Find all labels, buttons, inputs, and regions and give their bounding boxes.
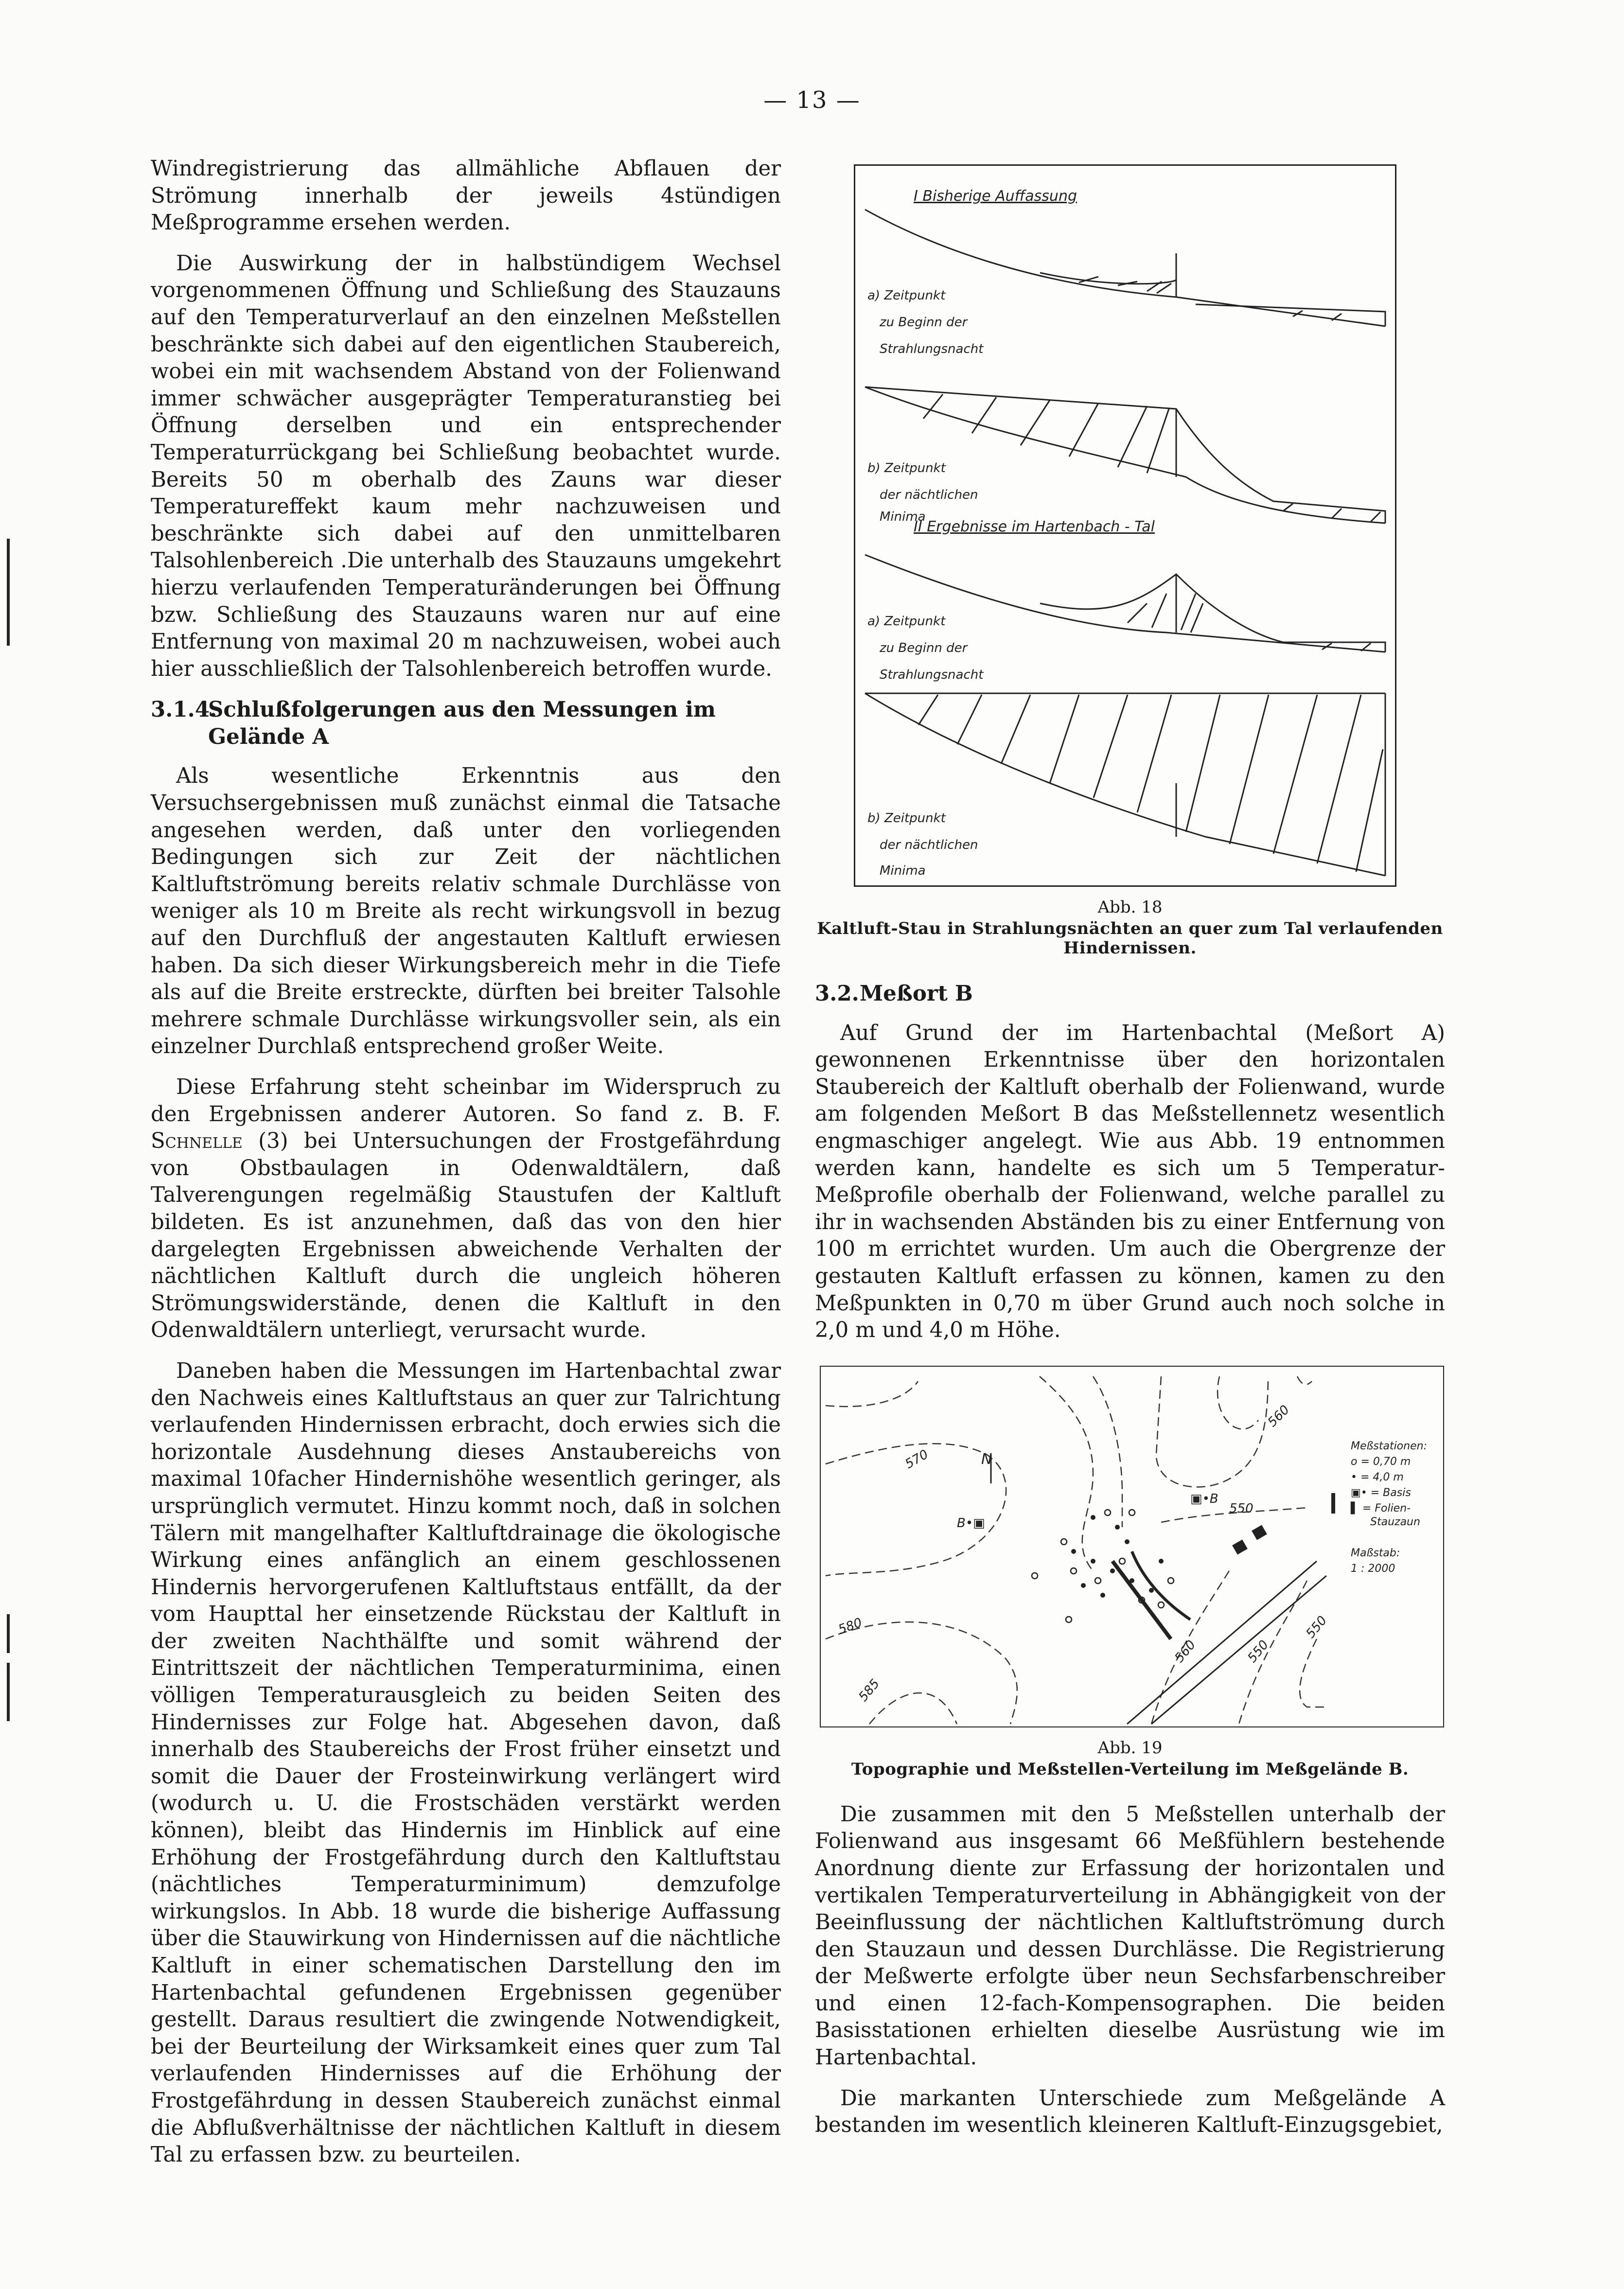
contour-label: 560 xyxy=(1172,1637,1199,1666)
contour-line xyxy=(826,1622,1017,1724)
figure-label: b) Zeitpunkt xyxy=(867,461,946,475)
margin-mark xyxy=(7,539,10,646)
figure-label: Minima xyxy=(880,863,926,878)
north-arrow: N xyxy=(981,1450,992,1468)
contour-label: 570 xyxy=(902,1446,931,1472)
legend-item: • = 4,0 m xyxy=(1351,1471,1404,1483)
text-run: Diese Erfahrung steht scheinbar im Widerspruch zu den Ergebnissen anderer Autoren. So fand z. B. F. xyxy=(151,1075,781,1127)
contour-label: 585 xyxy=(856,1676,883,1705)
paragraph: Auf Grund der im Hartenbachtal (Meßort A) gewonnenen Erkenntnisse über den horizontalen Staubereich der Kaltluft oberhalb der Folienwand, wurde am folgenden Meßort B das Meßstellennetz wesentlich engmaschiger angelegt. Wie aus Abb. 19 entnommen werden kann, handelte es sich um 5 Temperatur-Meßprofile oberhalb der Folienwand, welche parallel zu ihr in wachsenden Abständen bis zu einer Entfernung von 100 m errichtet wurden. Um auch die Obergrenze der gestauten Kaltluft erfassen zu können, kamen zu den Meßpunkten in 0,70 m über Grund auch noch solche in 2,0 m und 4,0 m Höhe. xyxy=(815,1021,1445,1343)
paragraph: Die Auswirkung der in halbstündigem Wechsel vorgenommenen Öffnung und Schließung des Stauzauns auf den Temperaturverlauf an den einzelnen Meßstellen beschränkte sich dabei auf den eigentlichen Staubereich, wobei ein mit wachsendem Abstand von der Folienwand immer schwächer ausgeprägter Temperaturanstieg bei Öffnung derselben und ein entsprechender Temperaturrückgang bei Schließung beobachtet wurde. Bereits 50 m oberhalb des Zauns war dieser Temperatureffekt kaum mehr nachzuweisen und beschränkte sich dabei auf den unmittelbaren Talsohlenbereich .Die unterhalb des Stauzauns umgekehrt hierzu verlaufenden Temperaturänderungen bei Öffnung bzw. Schließung des Stauzauns waren nur auf eine Entfernung von maximal 20 m nachzuweisen, wobei auch hier ausschließlich der Talsohlenbereich betroffen wurde. xyxy=(151,251,781,681)
author-name: Schnelle xyxy=(151,1129,243,1154)
left-column xyxy=(151,156,781,2183)
scale-title: Maßstab: xyxy=(1351,1547,1400,1559)
caption-text: Topographie und Meßstellen-Verteilung im Meßgelände B. xyxy=(851,1759,1409,1779)
paragraph: Die markanten Unterschiede zum Meßgelände A bestanden im wesentlich kleineren Kaltluft-Einzugsgebiet, xyxy=(815,2086,1445,2138)
figure-19 xyxy=(820,1366,1444,1727)
figure-label: Minima xyxy=(880,510,926,524)
contour-label: 550 xyxy=(1303,1613,1330,1641)
contour-label: 550 xyxy=(1229,1501,1253,1516)
scale-value: 1 : 2000 xyxy=(1351,1562,1395,1575)
section-heading xyxy=(815,980,1445,1007)
figure-section-title: II Ergebnisse im Hartenbach - Tal xyxy=(914,518,1155,535)
caption-label: Abb. 18 xyxy=(1097,898,1163,917)
figure-label: zu Beginn der xyxy=(880,315,968,330)
contour-line xyxy=(869,1693,957,1724)
margin-mark xyxy=(7,1663,10,1721)
figure-label: zu Beginn der xyxy=(880,641,968,655)
figure-label: a) Zeitpunkt xyxy=(867,614,946,629)
figure-19-caption xyxy=(815,1738,1445,1779)
section-number: 3.1.4. xyxy=(151,697,217,722)
figure-label: der nächtlichen xyxy=(880,488,978,502)
contour-label: 550 xyxy=(1245,1637,1272,1666)
section-number: 3.2. xyxy=(815,981,859,1006)
right-column xyxy=(815,156,1445,2153)
figure-label: der nächtlichen xyxy=(880,838,978,852)
legend-title: Meßstationen: xyxy=(1351,1440,1427,1452)
building xyxy=(1252,1525,1267,1540)
figure-section-title: I Bisherige Auffassung xyxy=(914,188,1077,205)
section-heading xyxy=(151,696,781,750)
slope-line xyxy=(865,387,1385,523)
station-label: ▣•B xyxy=(1190,1491,1218,1506)
legend-item: ▌ = Folien- xyxy=(1351,1502,1411,1514)
contour-line xyxy=(1093,1376,1122,1527)
figure-label: Strahlungsnacht xyxy=(880,342,984,356)
page-number: — 13 — xyxy=(763,87,861,114)
figure-18-caption xyxy=(815,898,1445,958)
paragraph: Windregistrierung das allmähliche Abflauen der Strömung innerhalb der jeweils 4stündigen Meßprogramme ersehen werden. xyxy=(151,157,781,235)
legend-item: Stauzaun xyxy=(1370,1515,1420,1528)
cold-air-dam-diagram xyxy=(855,166,1395,885)
road xyxy=(1127,1561,1317,1724)
caption-label: Abb. 19 xyxy=(1097,1738,1163,1758)
paragraph: Die zusammen mit den 5 Meßstellen unterhalb der Folienwand aus insgesamt 66 Meßfühlern bestehende Anordnung diente zur Erfassung der horizontalen und vertikalen Temperaturverteilung in Abhängigkeit von der Beeinflussung der nächtlichen Kaltluftströmung durch den Stauzaun und dessen Durchlässe. Die Registrierung der Meßwerte erfolgte über neun Sechsfarbenschreiber und einen 12-fach-Kompensographen. Die beiden Basisstationen erhielten dieselbe Ausrüstung wie im Hartenbachtal. xyxy=(815,1802,1445,2070)
contour-line xyxy=(1297,1376,1312,1385)
section-title: Schlußfolgerungen aus den Messungen im Gelände A xyxy=(208,697,716,749)
contour-line xyxy=(1156,1376,1268,1487)
figure-label: b) Zeitpunkt xyxy=(867,811,946,826)
paragraph: Daneben haben die Messungen im Hartenbachtal zwar den Nachweis eines Kaltluftstaus an quer zur Talrichtung verlaufenden Hindernissen erbracht, doch erwies sich die horizontale Ausdehnung dieses Anstaubereichs von maximal 10facher Hindernishöhe wesentlich geringer, als ursprünglich vermutet. Hinzu kommt noch, daß in solchen Tälern mit mangelhafter Kaltluftdrainage die ökologische Wirkung eines anfänglich an einem geschlossenen Hindernis hervorgerufenen Kaltluftstaus entfällt, da der vom Haupttal her einsetzende Rückstau der Kaltluft in der zweiten Nachthälfte und somit während der Eintrittszeit der nächtlichen Temperaturminima, einen völligen Temperaturausgleich zu beiden Seiten des Hindernisses zur Folge hat. Abgesehen davon, daß innerhalb des Staubereichs der Frost früher einsetzt und somit die Dauer der Frosteinwirkung verlängert wird (wodurch u. U. die Frostschäden verstärkt werden können), bleibt das Hindernis im Hinblick auf eine Erhöhung der Frostgefährdung durch den Kaltluftstau (nächtliches Temperaturminimum) demzufolge wirkungslos. In Abb. 18 wurde die bisherige Auffassung über die Stauwirkung von Hindernissen auf die nächtliche Kaltluft in einer schematischen Darstellung den im Hartenbachtal gefundenen Ergebnissen gegenüber gestellt. Daraus resultiert die zwingende Notwendigkeit, bei der Beurteilung der Wirksamkeit eines quer zum Tal verlaufenden Hindernisses auf die Erhöhung der Frostgefährdung in dessen Staubereich zunächst einmal die Abflußverhältnisse der nächtlichen Kaltluft in diesem Tal zu erfassen bzw. zu beurteilen. xyxy=(151,1358,781,2167)
figure-18 xyxy=(854,164,1396,887)
contour-line xyxy=(1300,1639,1326,1707)
contour-line xyxy=(826,1381,918,1407)
figure-label: a) Zeitpunkt xyxy=(867,288,946,303)
paragraph: Als wesentliche Erkenntnis aus den Versuchsergebnissen muß zunächst einmal die Tatsache angesehen werden, daß unter den vorliegenden Bedingungen sich zur Zeit der nächtlichen Kaltluftströmung bereits relativ schmale Durchlässe von weniger als 10 m Breite als recht wirkungsvoll in bezug auf den Durchfluß der angestauten Kaltluft erwiesen haben. Da sich dieser Wirkungsbereich mehr in die Tiefe als auf die Breite erstreckte, dürften bei breiter Talsohle mehrere schmale Durchlässe wirkungsvoller sein, als ein einzelner Durchlaß entsprechend großer Weite. xyxy=(151,764,781,1059)
caption-text: Kaltluft-Stau in Strahlungsnächten an quer zum Tal verlaufenden Hindernissen. xyxy=(817,919,1443,958)
cold-air-layer xyxy=(1040,574,1385,652)
legend-item: o = 0,70 m xyxy=(1351,1455,1411,1468)
cold-air-layer xyxy=(865,387,1385,523)
contour-label: 560 xyxy=(1265,1402,1293,1430)
contour-label: 580 xyxy=(836,1615,865,1638)
topographic-map xyxy=(821,1367,1443,1726)
text-run: (3) bei Untersuchungen der Frostgefährdung von Obstbaulagen in Odenwaldtälern, daß Talverengungen regelmäßig Staustufen der Kaltluft bildeten. Es ist anzunehmen, daß das von den hier dargelegten Ergebnissen abweichende Verhalten der nächtlichen Kaltluft durch die ungleich höheren Strömungswiderstände, denen die Kaltluft in den Odenwaldtälern unterliegt, verursacht wurde. xyxy=(151,1129,781,1343)
contour-line xyxy=(1218,1376,1258,1429)
legend-item: ▣• = Basis xyxy=(1351,1486,1411,1499)
paragraph xyxy=(151,1074,781,1344)
margin-mark xyxy=(7,1614,10,1653)
building xyxy=(1232,1539,1248,1554)
station-label: B•▣ xyxy=(957,1515,985,1531)
figure-label: Strahlungsnacht xyxy=(880,668,984,682)
section-title: Meßort B xyxy=(860,981,973,1006)
